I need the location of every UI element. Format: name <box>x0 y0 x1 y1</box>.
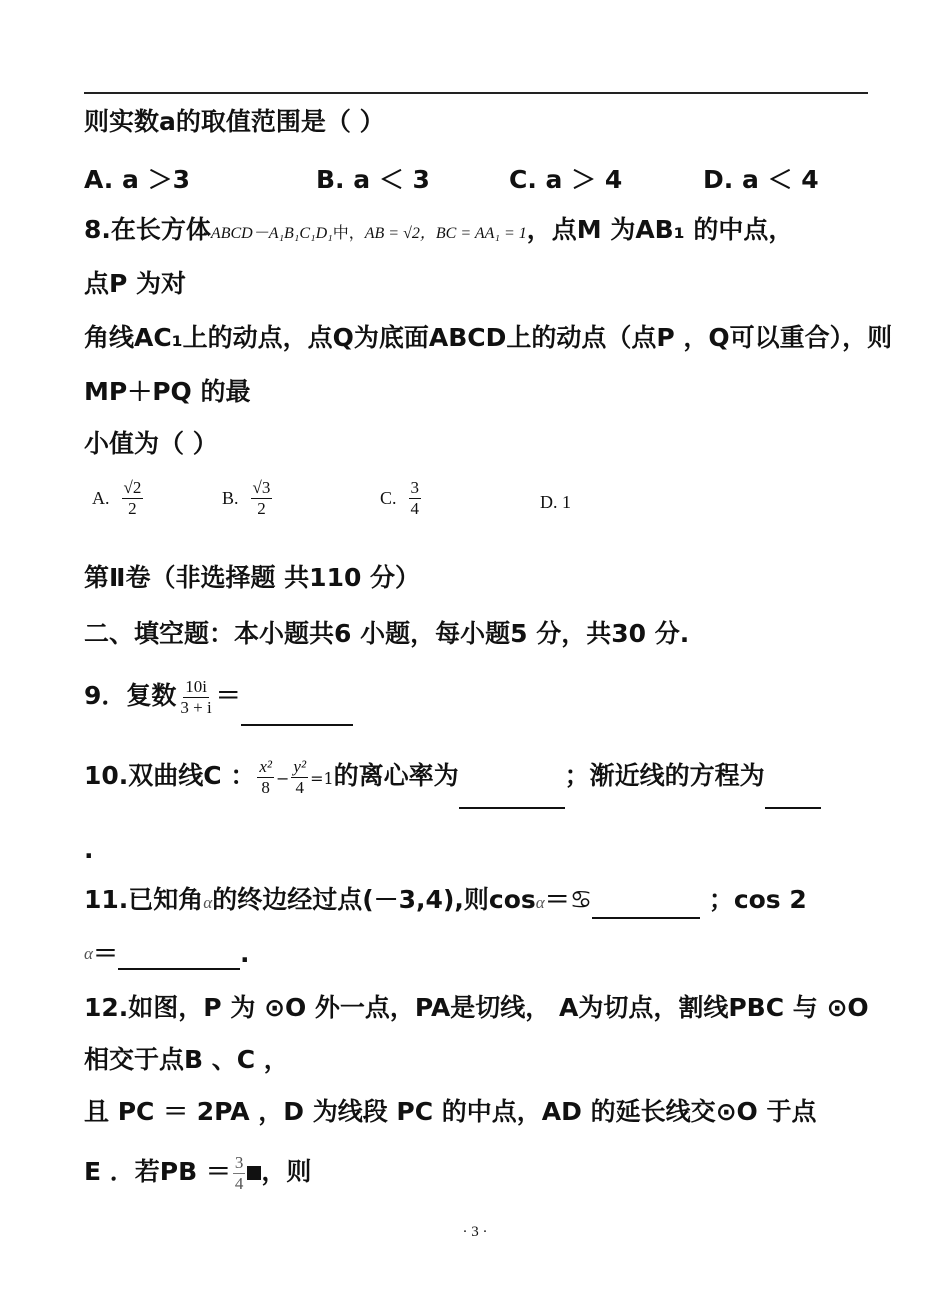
q8-opt-b-frac <box>251 478 273 519</box>
q7-option-d: D. a ＜ 4 <box>703 165 819 194</box>
q9-answer-blank <box>241 700 353 726</box>
q11-alpha2: α <box>535 893 545 912</box>
q10-num2: y² <box>293 756 307 776</box>
q12-frac-den: 4 <box>234 1173 244 1193</box>
q10-eq1: =1 <box>310 769 334 788</box>
top-rule <box>84 92 868 94</box>
q8-opt-b-den: 2 <box>257 499 266 518</box>
q8-opt-a-label: A. <box>92 488 110 508</box>
q7-option-b: B. a ＜ 3 <box>316 165 430 194</box>
q12-line1: 12.如图，P 为 ⊙O 外一点，PA是切线， A为切点，割线PBC 与 ⊙O <box>84 993 869 1022</box>
q8-option-d: D. 1 <box>540 492 571 512</box>
q12-frac <box>233 1153 246 1194</box>
q7-option-a: A. a ＞3 <box>84 165 190 194</box>
section2-title: 第Ⅱ卷（非选择题 共110 分） <box>84 563 421 592</box>
q10-mid2: ；渐近线的方程为 <box>564 761 765 790</box>
q11-end: . <box>239 939 250 968</box>
q11-text3: ＝♋ <box>544 885 593 914</box>
q8-opt-b-num: √3 <box>252 478 271 497</box>
q10-den1: 8 <box>261 777 270 797</box>
q9-num: 10i <box>185 676 207 696</box>
q7-option-c: C. a ＞ 4 <box>509 165 623 194</box>
q11-line1 <box>84 884 807 919</box>
q11-text1: 11.已知角 <box>84 885 204 914</box>
q10-frac2 <box>291 757 308 798</box>
q9 <box>84 666 353 726</box>
q10-mid: 的离心率为 <box>333 761 459 790</box>
q8-line5: 小值为（ ） <box>84 429 218 458</box>
q10-minus: − <box>276 769 290 788</box>
q11-alpha1: α <box>203 893 213 912</box>
q8-line2: 点P 为对 <box>84 269 187 298</box>
q8-option-b <box>222 478 274 519</box>
q8-line3: 角线AC₁上的动点，点Q为底面ABCD上的动点（点P ，Q可以重合），则 <box>84 323 893 352</box>
q8-opt-c-frac <box>409 478 422 519</box>
fill-in-header: 二、填空题：本小题共6 小题，每小题5 分，共30 分. <box>84 619 690 648</box>
q11-line2 <box>84 938 249 970</box>
q10 <box>84 746 821 809</box>
q8-opt-a-frac <box>122 478 144 519</box>
q12-line2: 相交于点B 、C ， <box>84 1045 289 1074</box>
q8-option-c <box>380 478 423 519</box>
q8-opt-a-num: √2 <box>123 478 142 497</box>
missing-glyph-icon <box>247 1166 261 1180</box>
q8-part1: 在长方体 <box>110 215 211 244</box>
q8-option-a <box>92 478 145 519</box>
q8-opt-c-label: C. <box>380 488 397 508</box>
q11-text5: ＝ <box>92 939 118 968</box>
q8-number: 8. <box>84 215 111 244</box>
q10-end: . <box>84 835 94 864</box>
q8-line4: MP＋PQ 的最 <box>84 377 251 406</box>
page-number: · 3 · <box>462 1224 488 1240</box>
q10-num1: x² <box>259 756 272 776</box>
q8-opt-a-den: 2 <box>128 499 137 518</box>
q10-den2: 4 <box>295 777 304 797</box>
q9-frac <box>178 677 213 718</box>
q12-frac-num: 3 <box>234 1152 244 1172</box>
q12-line4b: ，则 <box>261 1157 312 1186</box>
q12-line4a: E ．若PB ＝ <box>84 1157 231 1186</box>
q9-eq: ＝ <box>215 681 241 710</box>
q12-line3: 且 PC ＝ 2PA ，D 为线段 PC 的中点，AD 的延长线交⊙O 于点 <box>84 1097 817 1126</box>
q11-cos2-blank <box>118 944 240 970</box>
q11-text2: 的终边经过点(－3,4),则cos <box>212 885 536 914</box>
q11-alpha3: α <box>84 944 93 963</box>
q8-box: ABCD－A₁B₁C₁D₁ <box>210 225 333 242</box>
q10-eccentricity-blank <box>459 783 565 809</box>
q8-opt-c-num: 3 <box>410 478 420 497</box>
q10-label: 10.双曲线C ： <box>84 761 256 790</box>
q8-cond2: BC = AA₁ = 1 <box>435 225 527 242</box>
q8-opt-b-label: B. <box>222 488 239 508</box>
q7-stem: 则实数a的取值范围是（ ） <box>84 107 385 136</box>
q10-frac1 <box>257 757 274 798</box>
q9-den: 3 + i <box>180 697 212 717</box>
q8-line1 <box>84 214 793 250</box>
q10-asymptote-blank <box>765 783 821 809</box>
q8-zhong: 中， <box>332 225 365 242</box>
q8-opt-c-den: 4 <box>410 499 420 518</box>
q12-line4 <box>84 1142 311 1202</box>
q8-cond1: AB = √2， <box>364 225 436 242</box>
q9-label: 9．复数 <box>84 681 177 710</box>
q8-part2: ，点M 为AB₁ 的中点， <box>526 215 794 244</box>
q11-text4: ；cos 2 <box>700 885 807 914</box>
q11-cos-blank <box>592 893 700 919</box>
